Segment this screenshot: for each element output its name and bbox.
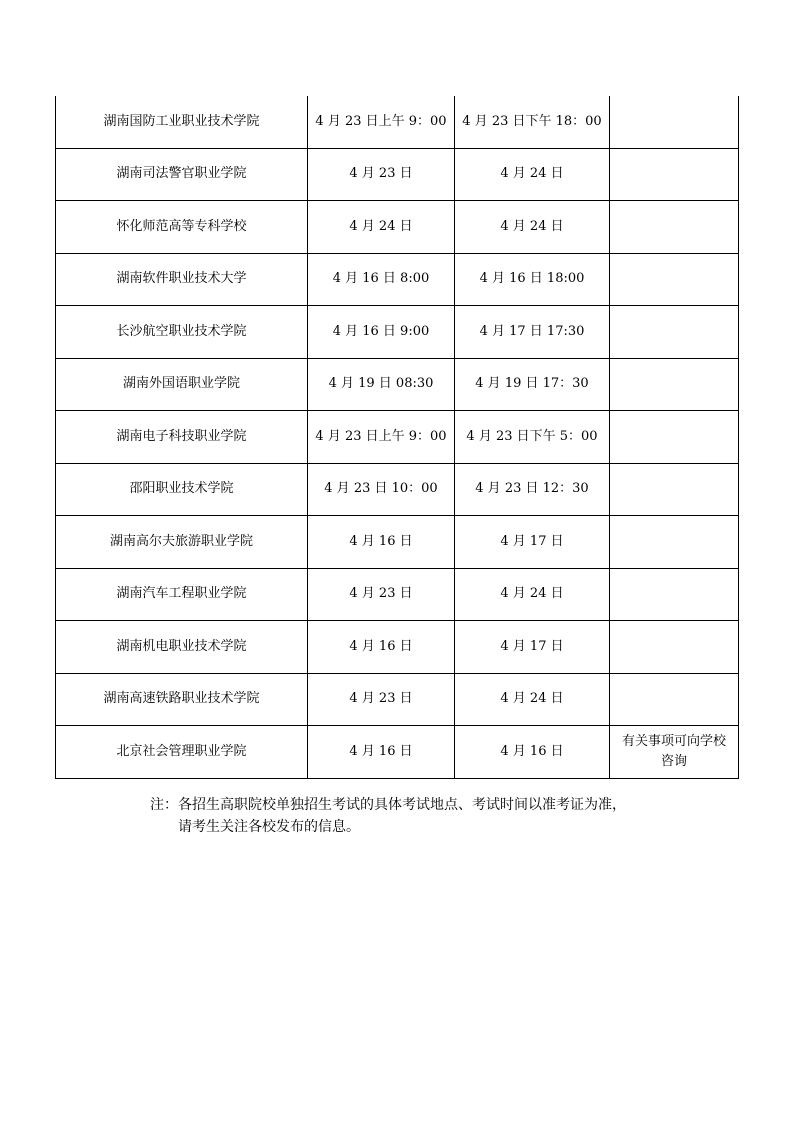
start-time-cell: 4 月 19 日 08:30 [308, 358, 455, 411]
start-time-cell: 4 月 16 日 9:00 [308, 306, 455, 359]
table-row [56, 201, 739, 254]
footnote-line-1: 注：各招生高职院校单独招生考试的具体考试地点、考试时间以准考证为准， [150, 797, 626, 813]
table-row [56, 463, 739, 516]
school-name-cell: 湖南电子科技职业学院 [56, 411, 308, 464]
table-row [56, 306, 739, 359]
school-name-cell: 邵阳职业技术学院 [56, 463, 308, 516]
start-time-cell: 4 月 23 日 [308, 568, 455, 621]
table-row [56, 411, 739, 464]
school-name-cell: 湖南高速铁路职业技术学院 [56, 673, 308, 726]
start-time-cell: 4 月 16 日 [308, 516, 455, 569]
start-time-cell: 4 月 16 日 [308, 621, 455, 674]
end-time-cell: 4 月 24 日 [455, 568, 610, 621]
end-time-cell: 4 月 17 日 17:30 [455, 306, 610, 359]
note-cell [610, 201, 739, 254]
table-row [56, 621, 739, 674]
note-cell [610, 358, 739, 411]
table-row [56, 96, 739, 148]
table-row [56, 148, 739, 201]
school-name-cell: 怀化师范高等专科学校 [56, 201, 308, 254]
table-row [56, 568, 739, 621]
school-name-cell: 湖南外国语职业学院 [56, 358, 308, 411]
start-time-cell: 4 月 24 日 [308, 201, 455, 254]
school-name-cell: 湖南高尔夫旅游职业学院 [56, 516, 308, 569]
end-time-cell: 4 月 19 日 17：30 [455, 358, 610, 411]
school-name-cell: 湖南司法警官职业学院 [56, 148, 308, 201]
footnote-line-2: 请考生关注各校发布的信息。 [178, 819, 360, 835]
note-cell [610, 568, 739, 621]
note-cell [610, 306, 739, 359]
end-time-cell: 4 月 17 日 [455, 621, 610, 674]
start-time-cell: 4 月 23 日 10：00 [308, 463, 455, 516]
exam-schedule-table [55, 96, 739, 779]
end-time-cell: 4 月 23 日下午 5：00 [455, 411, 610, 464]
end-time-cell: 4 月 24 日 [455, 201, 610, 254]
note-cell [610, 621, 739, 674]
end-time-cell: 4 月 24 日 [455, 148, 610, 201]
note-cell [610, 253, 739, 306]
note-cell [610, 463, 739, 516]
start-time-cell: 4 月 23 日上午 9：00 [308, 96, 455, 148]
note-cell [610, 516, 739, 569]
end-time-cell: 4 月 16 日 [455, 726, 610, 779]
school-name-cell: 湖南软件职业技术大学 [56, 253, 308, 306]
end-time-cell: 4 月 16 日 18:00 [455, 253, 610, 306]
note-cell [610, 411, 739, 464]
school-name-cell: 湖南国防工业职业技术学院 [56, 96, 308, 148]
start-time-cell: 4 月 16 日 [308, 726, 455, 779]
start-time-cell: 4 月 23 日上午 9：00 [308, 411, 455, 464]
table-row [56, 516, 739, 569]
school-name-cell: 北京社会管理职业学院 [56, 726, 308, 779]
end-time-cell: 4 月 24 日 [455, 673, 610, 726]
note-cell [610, 96, 739, 148]
table-row [56, 358, 739, 411]
note-cell [610, 148, 739, 201]
note-cell: 有关事项可向学校咨询 [610, 726, 739, 779]
table-row [56, 253, 739, 306]
school-name-cell: 湖南机电职业技术学院 [56, 621, 308, 674]
footnote [150, 794, 626, 838]
start-time-cell: 4 月 16 日 8:00 [308, 253, 455, 306]
school-name-cell: 湖南汽车工程职业学院 [56, 568, 308, 621]
end-time-cell: 4 月 23 日下午 18：00 [455, 96, 610, 148]
school-name-cell: 长沙航空职业技术学院 [56, 306, 308, 359]
note-cell [610, 673, 739, 726]
start-time-cell: 4 月 23 日 [308, 148, 455, 201]
start-time-cell: 4 月 23 日 [308, 673, 455, 726]
table-row [56, 726, 739, 779]
end-time-cell: 4 月 23 日 12：30 [455, 463, 610, 516]
end-time-cell: 4 月 17 日 [455, 516, 610, 569]
table-row [56, 673, 739, 726]
